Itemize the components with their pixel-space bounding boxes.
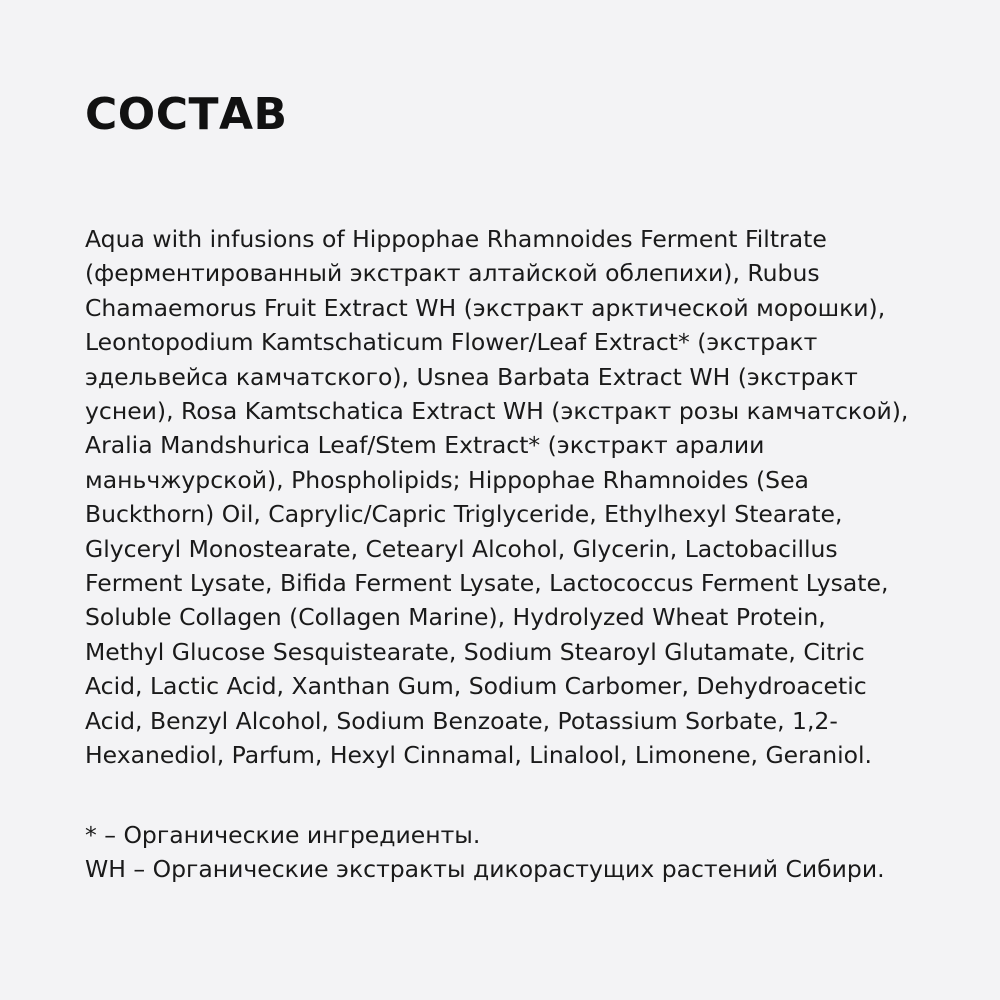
ingredients-line: Methyl Glucose Sesquistearate, Sodium Stearoyl Glutamate, Citric xyxy=(85,637,865,666)
ingredients-line: Chamaemorus Fruit Extract WH (экстракт арктической морошки), xyxy=(85,293,886,322)
ingredients-line: маньчжурской), Phospholipids; Hippophae Rhamnoides (Sea xyxy=(85,465,809,494)
ingredients-line: Aralia Mandshurica Leaf/Stem Extract* (экстракт аралии xyxy=(85,431,765,460)
ingredients-list xyxy=(85,222,945,773)
ingredients-line: Ferment Lysate, Bifida Ferment Lysate, Lactococcus Ferment Lysate, xyxy=(85,569,889,598)
footnote-organic: * – Органические ингредиенты. xyxy=(85,821,481,849)
ingredients-line: Buckthorn) Oil, Caprylic/Capric Triglyceride, Ethylhexyl Stearate, xyxy=(85,500,843,529)
ingredients-line: Hexanediol, Parfum, Hexyl Cinnamal, Linalool, Limonene, Geraniol. xyxy=(85,741,872,770)
ingredients-line: эдельвейса камчатского), Usnea Barbata Extract WH (экстракт xyxy=(85,362,858,391)
footnote-wild-harvested: WH – Органические экстракты дикорастущих растений Сибири. xyxy=(85,855,885,884)
ingredients-line: Aqua with infusions of Hippophae Rhamnoides Ferment Filtrate xyxy=(85,225,827,253)
ingredients-line: Acid, Lactic Acid, Xanthan Gum, Sodium Carbomer, Dehydroacetic xyxy=(85,672,867,701)
ingredients-line: уснеи), Rosa Kamtschatica Extract WH (экстракт розы камчатской), xyxy=(85,397,909,426)
page-title: СОСТАВ xyxy=(85,89,288,140)
ingredients-line: Soluble Collagen (Collagen Marine), Hydrolyzed Wheat Protein, xyxy=(85,603,826,632)
footnotes xyxy=(85,818,945,887)
ingredients-line: Leontopodium Kamtschaticum Flower/Leaf Extract* (экстракт xyxy=(85,328,818,357)
ingredients-line: Glyceryl Monostearate, Cetearyl Alcohol, Glycerin, Lactobacillus xyxy=(85,534,838,563)
ingredients-line: (ферментированный экстракт алтайской облепихи), Rubus xyxy=(85,259,820,288)
ingredients-line: Acid, Benzyl Alcohol, Sodium Benzoate, Potassium Sorbate, 1,2- xyxy=(85,706,838,735)
